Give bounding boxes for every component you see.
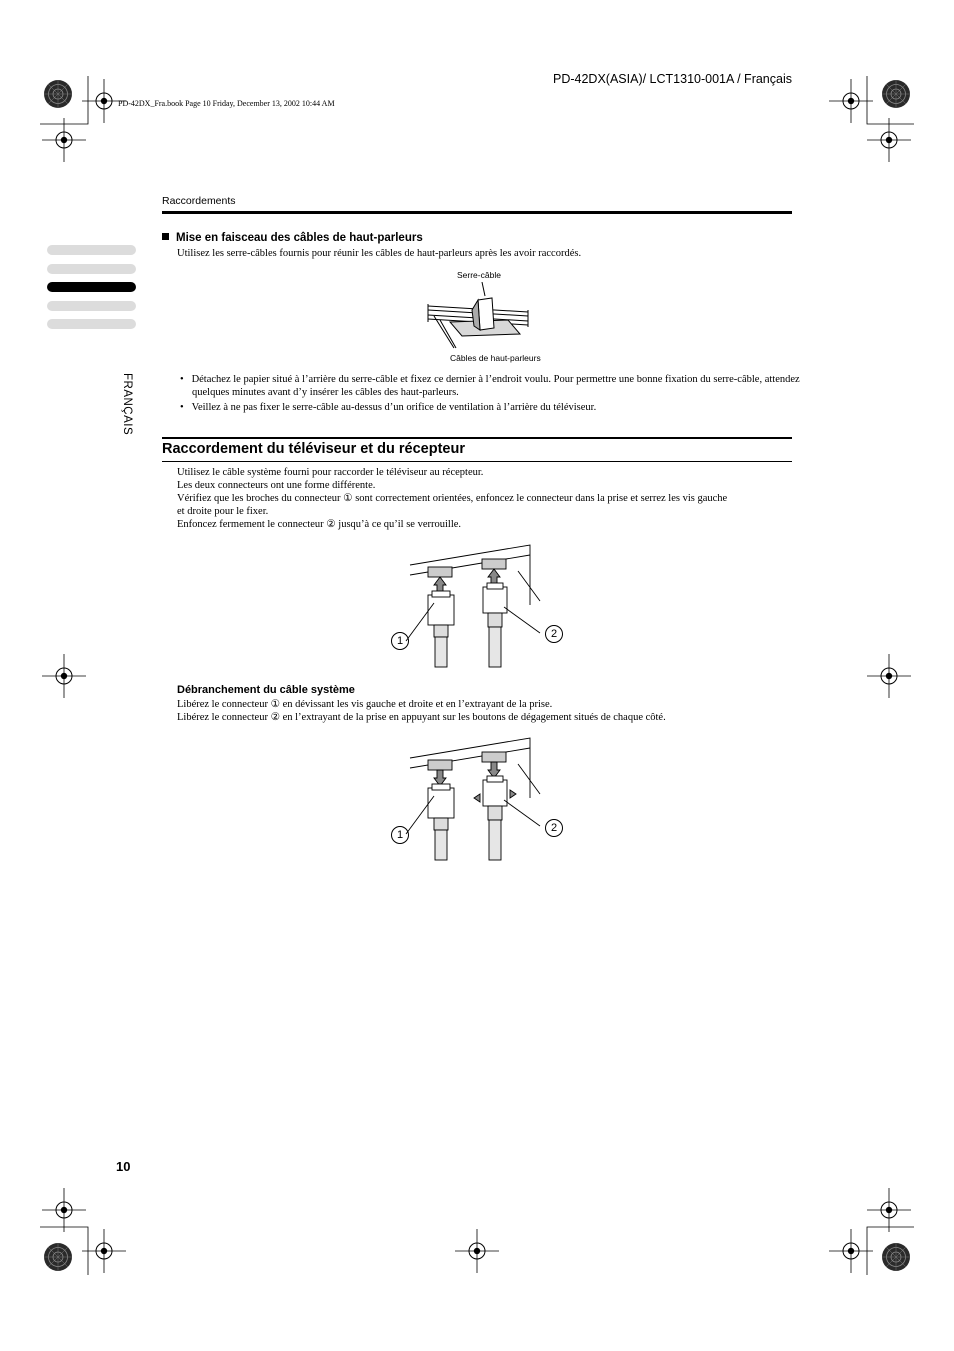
document-id: PD-42DX(ASIA)/ LCT1310-001A / Français [553,72,792,86]
section-rule-top [162,437,792,439]
connection-line: Vérifiez que les broches du connecteur ① sont correctement orientées, enfoncez le connecteur dans la prise et serrez les vis gauche [177,493,728,504]
bullet-item: • Détachez le papier situé à l’arrière du serre-câble et fixez ce dernier à l’endroit voulu. Pour permettre une bonne fixation du serre-câble, attendez quelques minutes avant d’y insérer les câbles des haut-parleurs. [180,374,800,398]
thumb-tab-1 [47,245,136,255]
cable-tie-illustration [420,282,535,352]
section-label: Raccordements [162,195,236,207]
file-info: PD-42DX_Fra.book Page 10 Friday, December 13, 2002 10:44 AM [118,99,335,108]
connection-line: Enfoncez fermement le connecteur ② jusqu’à ce qu’il se verrouille. [177,519,462,530]
disconnection-line: Libérez le connecteur ① en dévissant les vis gauche et droite et en l’extrayant de la prise. [177,699,553,710]
bullet-item: • Veillez à ne pas fixer le serre-câble au-dessus d’un orifice de ventilation à l’arrière du téléviseur. [180,402,597,413]
callout-2: 2 [545,819,563,837]
connection-heading: Raccordement du téléviseur et du récepteur [162,441,465,457]
cable-tie-label: Serre-câble [457,270,501,280]
speaker-cables-label: Câbles de haut-parleurs [450,353,541,363]
callout-1: 1 [391,826,409,844]
thumb-tab-4 [47,301,136,311]
header-rule [162,211,792,214]
speaker-cables-heading: Mise en faisceau des câbles de haut-parleurs [162,232,423,244]
side-language-label: FRANÇAIS [121,373,133,436]
disconnection-heading: Débranchement du câble système [177,684,355,696]
square-bullet-icon [162,233,169,240]
speaker-cables-intro: Utilisez les serre-câbles fournis pour réunir les câbles de haut-parleurs après les avoir raccordés. [177,248,582,259]
callout-1: 1 [391,632,409,650]
disconnection-line: Libérez le connecteur ② en l’extrayant de la prise en appuyant sur les boutons de dégagement situés de chaque côté. [177,712,666,723]
section-rule-bottom [162,461,792,462]
connector-removal-illustration [390,736,565,864]
thumb-tab-3-active [47,282,136,292]
page-number: 10 [116,1159,131,1174]
thumb-tab-5 [47,319,136,329]
connector-insertion-illustration [390,543,565,673]
connection-line: Utilisez le câble système fourni pour raccorder le téléviseur au récepteur. [177,467,484,478]
callout-2: 2 [545,625,563,643]
connection-line: et droite pour le fixer. [177,506,269,517]
thumb-tab-2 [47,264,136,274]
connection-line: Les deux connecteurs ont une forme différente. [177,480,376,491]
